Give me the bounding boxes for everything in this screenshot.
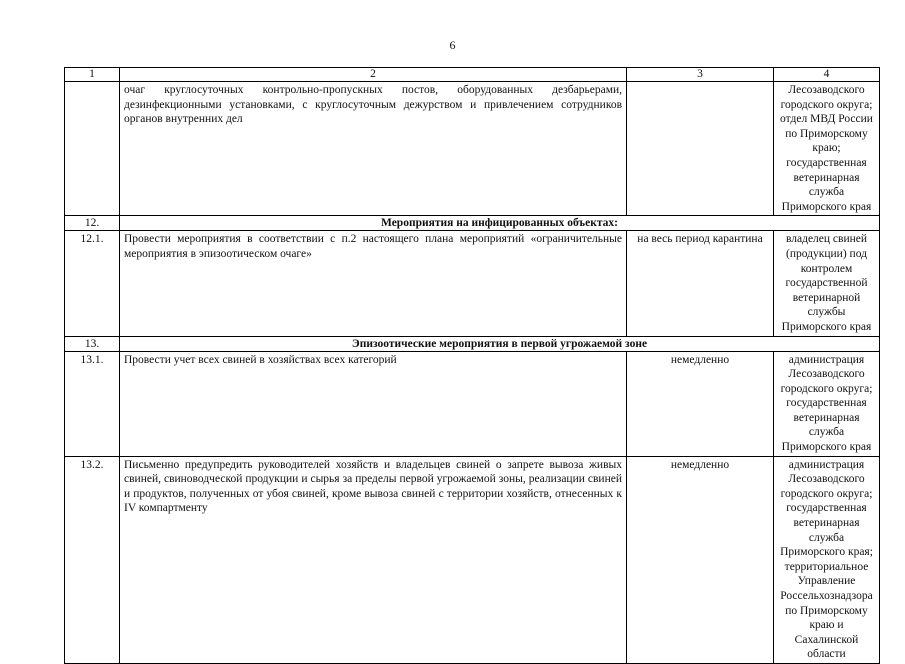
row-number: 13.1. [65,351,120,456]
section-row [65,336,880,351]
responsible-text: администрация Лесозаводского городского округа; государственная ветеринарная служба Приморского края [774,351,880,456]
measures-table [64,67,880,664]
responsible-text: владелец свиней (продукции) под контролем государственной ветеринарной службы Приморского края [774,231,880,336]
column-number-3: 3 [627,68,774,82]
measure-text: Письменно предупредить руководителей хозяйств и владельцев свиней о запрете вывоза живых свиней, свиноводческой продукции и сырья за пределы первой угрожаемой зоны, реализации свиней и продуктов, полученных от убоя свиней, кроме вывоза свиней с территории хозяйств, отнесенных к IV компартменту [120,456,627,663]
column-number-1: 1 [65,68,120,82]
term-text: немедленно [627,351,774,456]
column-number-row [65,68,880,82]
measure-text: Провести учет всех свиней в хозяйствах всех категорий [120,351,627,456]
section-number: 13. [65,336,120,351]
page-number: 6 [449,38,456,52]
row-number [65,82,120,216]
table-row [65,82,880,216]
term-text: немедленно [627,456,774,663]
measure-text: очаг круглосуточных контрольно-пропускных постов, оборудованных дезбарьерами, дезинфекционными установками, с круглосуточным дежурством и привлечением сотрудников органов внутренних дел [120,82,627,216]
row-number: 13.2. [65,456,120,663]
section-number: 12. [65,216,120,231]
term-text: на весь период карантина [627,231,774,336]
table-row [65,456,880,663]
row-number: 12.1. [65,231,120,336]
term-text [627,82,774,216]
table-row [65,231,880,336]
measure-text: Провести мероприятия в соответствии с п.2 настоящего плана мероприятий «ограничительные мероприятия в эпизоотическом очаге» [120,231,627,336]
table-row [65,351,880,456]
section-row [65,216,880,231]
column-number-2: 2 [120,68,627,82]
column-number-4: 4 [774,68,880,82]
responsible-text: Лесозаводского городского округа; отдел МВД России по Приморскому краю; государственная ветеринарная служба Приморского края [774,82,880,216]
section-title: Мероприятия на инфицированных объектах: [120,216,880,231]
responsible-text: администрация Лесозаводского городского округа; государственная ветеринарная служба Приморского края; территориальное Управление Россельхознадзора по Приморскому краю и Сахалинской области [774,456,880,663]
section-title: Эпизоотические мероприятия в первой угрожаемой зоне [120,336,880,351]
